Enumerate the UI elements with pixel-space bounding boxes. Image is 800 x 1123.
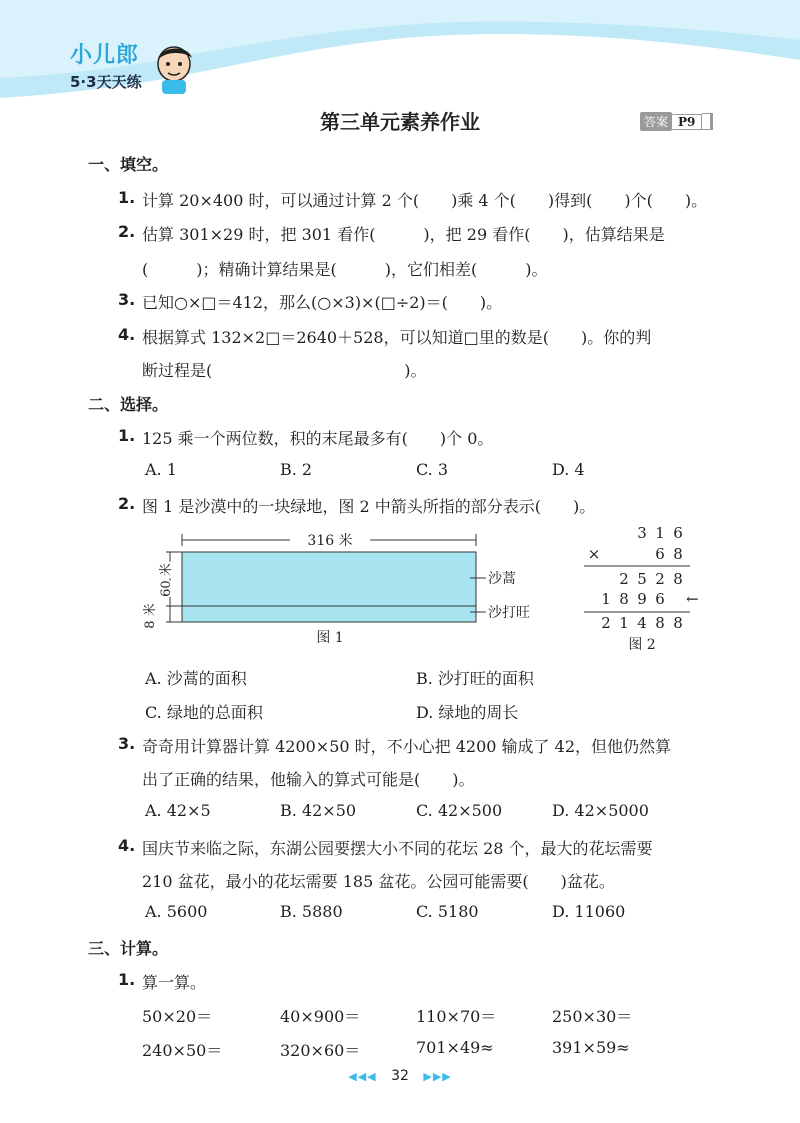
calc-item: 40×900＝ [280, 1007, 361, 1026]
next-page-arrows[interactable]: ▶▶▶ [423, 1070, 452, 1083]
question-text-cont: 出了正确的结果，他输入的算式可能是( )。 [142, 770, 475, 789]
section-heading: 一、填空。 [88, 155, 169, 174]
question-text: 估算 301×29 时，把 301 看作( )，把 29 看作( )，估算结果是 [142, 225, 665, 244]
question-text: 已知○×□＝412，那么(○×3)×(□÷2)＝( )。 [142, 293, 503, 312]
option-a[interactable]: A. 5600 [145, 902, 208, 921]
question-number: 2. [118, 494, 136, 513]
digit: 8 [673, 614, 683, 632]
option-d[interactable]: D. 4 [552, 460, 585, 479]
question-text: 计算 20×400 时，可以通过计算 2 个( )乘 4 个( )得到( )个( )。 [142, 191, 708, 210]
brand-sub-text: 5·3天天练 [70, 73, 142, 91]
question-text: 图 1 是沙漠中的一块绿地，图 2 中箭头所指的部分表示( )。 [142, 497, 596, 516]
page-title: 第三单元素养作业 [320, 110, 480, 134]
fig1-width-label: 316 米 [307, 533, 353, 549]
arrow-icon: ← [686, 590, 699, 608]
question-text-cont: 210 盆花，最小的花坛需要 185 盆花。公园可能需要( )盆花。 [142, 872, 615, 891]
calc-item: 250×30＝ [552, 1007, 633, 1026]
answer-page-tag [640, 112, 713, 131]
fig1-label-bottom: 沙打旺 [488, 605, 530, 621]
question-number: 4. [118, 325, 136, 344]
option-b[interactable]: B. 42×50 [280, 801, 357, 820]
digit: 8 [619, 590, 629, 608]
question-text: 根据算式 132×2□＝2640＋528，可以知道□里的数是( )。你的判 [142, 328, 652, 347]
question-number: 3. [118, 290, 136, 309]
page-footer [0, 1068, 800, 1084]
digit: 8 [673, 545, 683, 563]
answer-label: 答案 [640, 112, 672, 131]
mascot-icon [152, 44, 198, 94]
calc-item: 50×20＝ [142, 1007, 213, 1026]
section-heading: 二、选择。 [88, 395, 169, 414]
option-b[interactable]: B. 2 [280, 460, 313, 479]
page-number: 32 [391, 1068, 409, 1084]
option-c[interactable]: C. 42×500 [416, 801, 503, 820]
fig1-height60-label: 60 米 [159, 563, 174, 597]
digit: 1 [601, 590, 611, 608]
calc-item: 701×49≈ [416, 1038, 494, 1057]
question-number: 1. [118, 426, 136, 445]
option-b[interactable]: B. 5880 [280, 902, 343, 921]
calc-item: 110×70＝ [416, 1007, 497, 1026]
question-number: 1. [118, 970, 136, 989]
prev-page-arrows[interactable]: ◀◀◀ [348, 1070, 377, 1083]
option-c[interactable]: C. 3 [416, 460, 449, 479]
fig1-caption: 图 1 [316, 630, 344, 646]
digit: 4 [637, 614, 647, 632]
option-d[interactable]: D. 42×5000 [552, 801, 649, 820]
digit: 8 [655, 614, 665, 632]
question-number: 1. [118, 188, 136, 207]
question-text: 125 乘一个两位数，积的末尾最多有( )个 0。 [142, 429, 494, 448]
option-d[interactable]: D. 绿地的周长 [416, 703, 519, 722]
calc-item: 320×60＝ [280, 1041, 361, 1060]
digit: 9 [637, 590, 647, 608]
brand-logo [70, 38, 142, 92]
question-number: 3. [118, 734, 136, 753]
question-number: 4. [118, 836, 136, 855]
section-heading: 三、计算。 [88, 939, 169, 958]
question-text: 奇奇用计算器计算 4200×50 时，不小心把 4200 输成了 42，但他仍然算 [142, 737, 671, 756]
question-number: 2. [118, 222, 136, 241]
option-c[interactable]: C. 绿地的总面积 [145, 703, 263, 722]
brand-main-text: 小儿郎 [70, 43, 140, 68]
figure-2-multiplication [578, 522, 718, 652]
digit: 5 [637, 570, 647, 588]
times-sign: × [587, 545, 601, 563]
fig1-label-top: 沙蒿 [488, 571, 516, 587]
digit: 3 [637, 524, 647, 542]
digit: 2 [655, 570, 665, 588]
digit: 6 [655, 545, 665, 563]
option-b[interactable]: B. 沙打旺的面积 [416, 669, 534, 688]
question-text: 国庆节来临之际，东湖公园要摆大小不同的花坛 28 个，最大的花坛需要 [142, 839, 653, 858]
calc-item: 391×59≈ [552, 1038, 630, 1057]
digit: 6 [655, 590, 665, 608]
fig1-height8-label: 8 米 [143, 603, 158, 629]
option-c[interactable]: C. 5180 [416, 902, 479, 921]
option-a[interactable]: A. 1 [145, 460, 177, 479]
answer-tag-tail [702, 113, 713, 130]
digit: 1 [619, 614, 629, 632]
calc-item: 240×50＝ [142, 1041, 223, 1060]
digit: 8 [673, 570, 683, 588]
question-text-cont: ( )；精确计算结果是( )，它们相差( )。 [142, 260, 548, 279]
option-d[interactable]: D. 11060 [552, 902, 626, 921]
digit: 6 [673, 524, 683, 542]
digit: 1 [655, 524, 665, 542]
digit: 2 [601, 614, 611, 632]
digit: 2 [619, 570, 629, 588]
question-text-cont: 断过程是( )。 [142, 361, 427, 380]
option-a[interactable]: A. 沙蒿的面积 [145, 669, 247, 688]
answer-page-ref: P9 [672, 114, 702, 130]
question-text: 算一算。 [142, 973, 207, 992]
fig2-caption: 图 2 [628, 637, 656, 652]
option-a[interactable]: A. 42×5 [145, 801, 211, 820]
figure-1-diagram [140, 530, 560, 650]
